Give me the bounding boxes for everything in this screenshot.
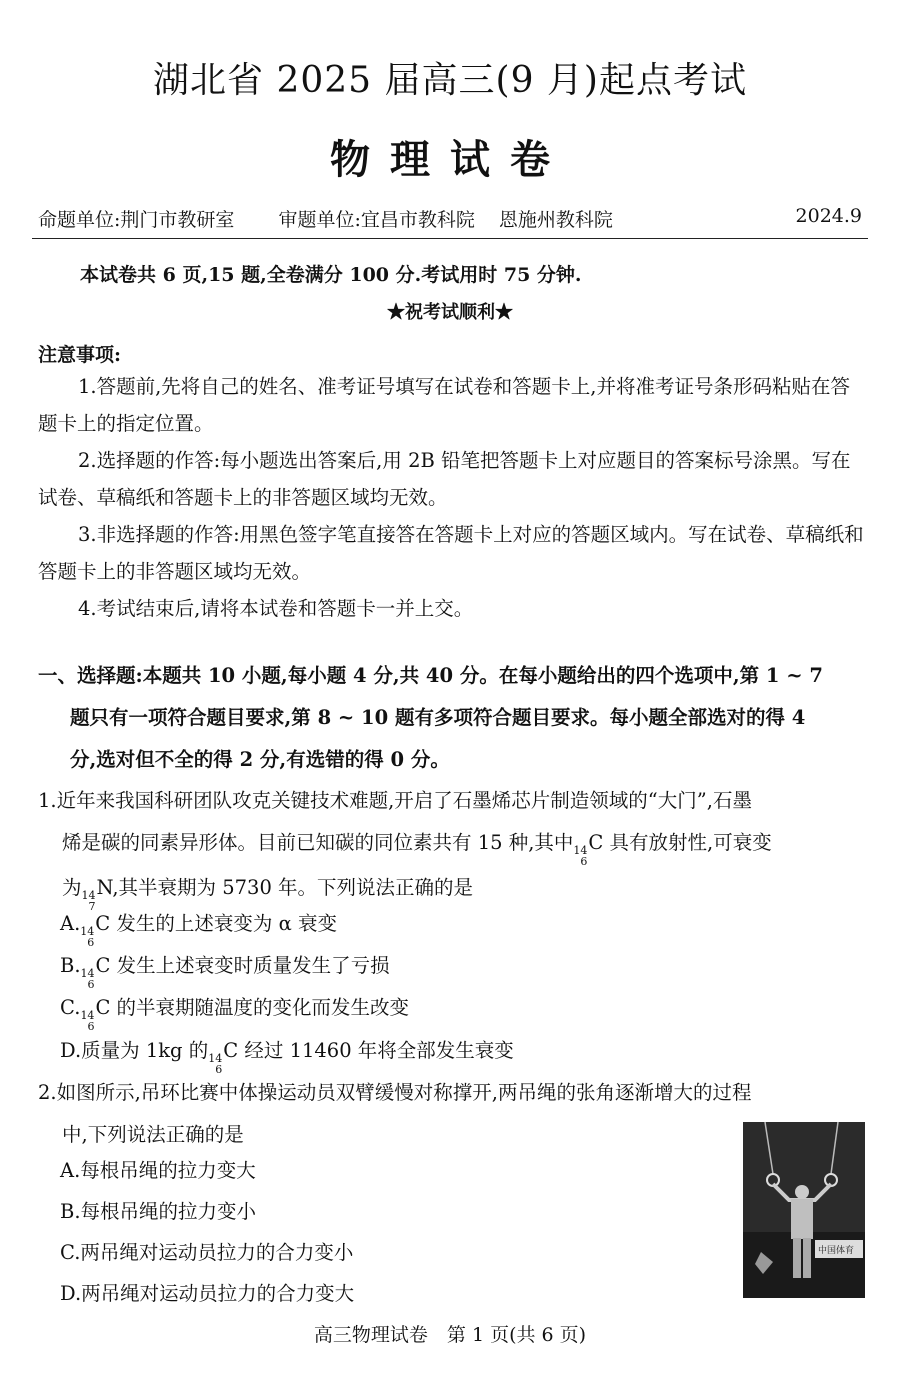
notice-list (38, 368, 866, 627)
reviewer-unit-1: 审题单位:宜昌市教科院 (278, 209, 475, 231)
q1-line-2: 烯是碳的同素异形体。目前已知碳的同位素共有 15 种,其中 14 6 C 具有放射性,可衰变 (62, 831, 772, 868)
section-instructions (38, 655, 868, 781)
q2-line-2: 中,下列说法正确的是 (62, 1123, 244, 1146)
reviewer-unit-2: 恩施州教科院 (498, 209, 613, 231)
notice-item-3: 3.非选择题的作答:用黑色签字笔直接答在答题卡上对应的答题区域内。写在试卷、草稿纸和答题卡上的非答题区域均无效。 (38, 523, 864, 583)
gymnast-figure-icon (743, 1122, 865, 1298)
svg-text:中国体育: 中国体育 (818, 1246, 855, 1256)
gymnast-rings-photo (743, 1122, 865, 1298)
carbon-14-notation: 14 6 (573, 844, 588, 868)
header-divider (32, 238, 868, 239)
notice-item-2: 2.选择题的作答:每小题选出答案后,用 2B 铅笔把答题卡上对应题目的答案标号涂黑。写在试卷、草稿纸和答题卡上的非答题区域均无效。 (38, 449, 851, 509)
section-line-1: 一、选择题:本题共 10 小题,每小题 4 分,共 40 分。在每小题给出的四个选项中,第 1 ~ 7 (38, 664, 823, 687)
q1-option-c: C. 14 6 C 的半衰期随温度的变化而发生改变 (60, 996, 410, 1033)
proposer-unit: 命题单位:荆门市教研室 (38, 209, 235, 231)
q1-line-3: 为 14 7 N,其半衰期为 5730 年。下列说法正确的是 (62, 876, 474, 913)
nitrogen-14-notation: 14 7 (81, 889, 96, 913)
notice-item-1: 1.答题前,先将自己的姓名、准考证号填写在试卷和答题卡上,并将准考证号条形码粘贴在答题卡上的指定位置。 (38, 375, 851, 435)
exam-info: 本试卷共 6 页,15 题,全卷满分 100 分.考试用时 75 分钟. (80, 264, 582, 286)
q2-option-a: A.每根吊绳的拉力变大 (60, 1159, 256, 1182)
good-luck-banner: ★祝考试顺利★ (387, 302, 513, 323)
notice-heading: 注意事项: (38, 344, 122, 366)
subject-title: 物理试卷 (330, 136, 570, 183)
q2-line-1: 2.如图所示,吊环比赛中体操运动员双臂缓慢对称撑开,两吊绳的张角逐渐增大的过程 (38, 1081, 752, 1104)
section-line-2: 题只有一项符合题目要求,第 8 ~ 10 题有多项符合题目要求。每小题全部选对的得 4 (70, 706, 806, 729)
q2-option-d: D.两吊绳对运动员拉力的合力变大 (60, 1282, 355, 1305)
notice-item-4: 4.考试结束后,请将本试卷和答题卡一并上交。 (78, 597, 474, 620)
exam-title: 湖北省 2025 届高三(9 月)起点考试 (153, 60, 747, 101)
q2-option-b: B.每根吊绳的拉力变小 (60, 1200, 257, 1223)
page-footer: 高三物理试卷 第 1 页(共 6 页) (313, 1324, 587, 1346)
exam-date: 2024.9 (795, 205, 862, 227)
section-line-3: 分,选对但不全的得 2 分,有选错的得 0 分。 (70, 748, 450, 771)
q1-option-b: B. 14 6 C 发生上述衰变时质量发生了亏损 (60, 954, 390, 991)
q1-line-1: 1.近年来我国科研团队攻克关键技术难题,开启了石墨烯芯片制造领域的“大门”,石墨 (38, 789, 752, 812)
exam-units (38, 205, 651, 232)
q2-option-c: C.两吊绳对运动员拉力的合力变小 (60, 1241, 354, 1264)
q1-option-a: A. 14 6 C 发生的上述衰变为 α 衰变 (60, 912, 337, 949)
q1-option-d: D.质量为 1kg 的 14 6 C 经过 11460 年将全部发生衰变 (60, 1039, 514, 1076)
question-1 (38, 780, 868, 912)
